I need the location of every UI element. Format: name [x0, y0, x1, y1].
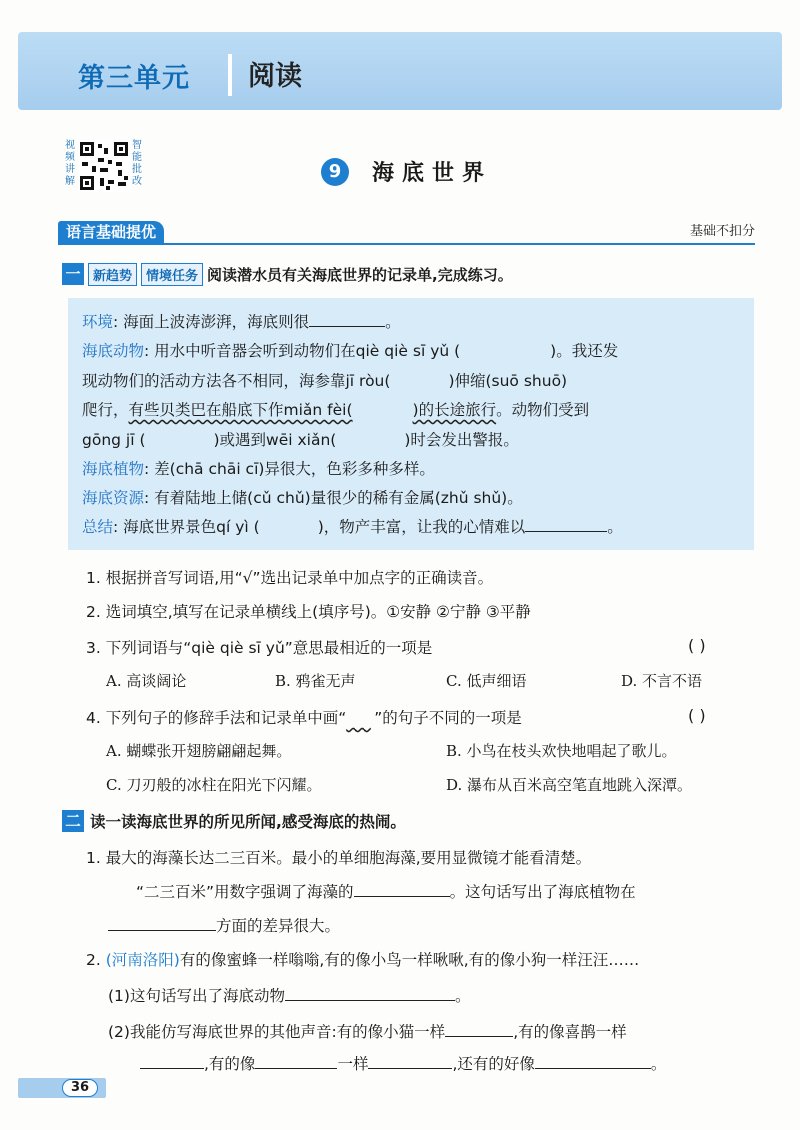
lesson-title: 海底世界 [372, 161, 493, 186]
wavy-underlined-sentence [129, 401, 497, 419]
question-group-heading [62, 262, 513, 286]
answer-blank[interactable] [285, 986, 455, 1001]
record-label: 海底动物 [82, 342, 145, 360]
qr-left-label: 视频讲解 [65, 140, 75, 187]
answer-paren[interactable]: ( ) [688, 706, 706, 725]
group-instruction: 阅读潜水员有关海底世界的记录单,完成练习。 [207, 265, 513, 284]
question-text: “二三百米”用数字强调了海藻的 [136, 883, 354, 901]
record-label: 环境 [82, 313, 114, 331]
record-line [82, 486, 523, 508]
question-line [108, 1020, 627, 1042]
question-4 [86, 706, 522, 728]
question-1: 1. 根据拼音写词语,用“√”选出记录单中加点字的正确读音。 [86, 569, 494, 587]
record-label: 海底植物 [82, 460, 145, 478]
option-a[interactable]: A. 蝴蝶张开翅膀翩翩起舞。 [106, 742, 292, 760]
question-text: 方面的差异很大。 [216, 917, 341, 935]
passage-2 [86, 948, 639, 970]
record-text: : 有着陆地上储(cǔ chǔ)量很少的稀有金属(zhǔ shǔ)。 [144, 489, 523, 507]
record-text: )时会发出警报。 [404, 431, 519, 449]
question-text: ”的句子不同的一项是 [374, 709, 522, 727]
qr-code-icon[interactable] [78, 140, 130, 192]
question-text: ,还有的好像 [452, 1055, 535, 1073]
record-text: 现动物们的活动方法各不相同，海参靠jī ròu( [82, 372, 391, 390]
option-a[interactable]: A. 高谈阔论 [106, 672, 187, 690]
question-text: ,有的像 [204, 1055, 256, 1073]
record-text: : 差(chā chāi cī)异很大，色彩多种多样。 [144, 460, 435, 478]
question-line [108, 914, 340, 936]
passage-1: 1. 最大的海藻长达二三百米。最小的单细胞海藻,要用显微镜才能看清楚。 [86, 849, 592, 867]
record-sheet [68, 298, 754, 550]
record-line [82, 369, 567, 391]
question-line [140, 1052, 666, 1074]
answer-blank[interactable] [445, 1022, 513, 1037]
record-text: )，物产丰富，让我的心情难以 [317, 518, 526, 536]
record-line [82, 339, 618, 361]
option-b[interactable]: B. 小鸟在枝头欢快地唱起了歌儿。 [446, 742, 677, 760]
question-text: 。这句话写出了海底植物在 [449, 883, 636, 901]
record-text: : 海面上波涛澎湃，海底则很 [113, 313, 310, 331]
record-text: gōng jī ( [82, 431, 146, 449]
question-line [136, 880, 636, 902]
record-line [82, 428, 519, 450]
question-text: 。 [650, 1055, 667, 1073]
question-3: 3. 下列词语与“qiè qiè sī yǔ”意思最相近的一项是 [86, 639, 433, 657]
trend-tag: 新趋势 [88, 263, 137, 286]
answer-paren[interactable]: ( ) [688, 636, 706, 655]
question-text: 一样 [337, 1055, 369, 1073]
question-2: 2. 选词填空,填写在记录单横线上(填序号)。①安静 ②宁静 ③平静 [86, 603, 531, 621]
question-number: 2. [86, 951, 101, 969]
answer-blank[interactable] [255, 1054, 337, 1069]
record-text: 爬行， [82, 401, 129, 419]
unit-label: 第三单元 [78, 63, 190, 94]
group-number: 一 [62, 263, 84, 285]
answer-blank[interactable] [108, 916, 216, 931]
answer-blank[interactable] [353, 401, 413, 419]
record-text: 。 [607, 518, 623, 536]
record-text: )的长途旅行 [412, 401, 497, 419]
record-text: )。我还发 [550, 342, 619, 360]
record-text: 。动物们受到 [496, 401, 590, 419]
option-b[interactable]: B. 鸦雀无声 [275, 672, 356, 690]
answer-blank[interactable] [368, 1054, 452, 1069]
record-label: 海底资源 [82, 489, 145, 507]
answer-blank[interactable] [140, 1054, 204, 1069]
region-tag: (河南洛阳) [105, 951, 180, 969]
answer-blank[interactable] [354, 882, 450, 897]
qr-right-label: 智能批改 [132, 140, 142, 187]
unit-topic: 阅读 [248, 61, 302, 92]
option-d[interactable]: D. 瀑布从百米高空笔直地跳入深潭。 [446, 776, 693, 794]
option-d[interactable]: D. 不言不语 [621, 672, 703, 690]
group-instruction: 读一读海底世界的所见所闻,感受海底的热闹。 [90, 813, 406, 831]
record-text: : 海底世界景色qí yì ( [113, 518, 260, 536]
record-text: : 用水中听音器会听到动物们在qiè qiè sī yǔ ( [144, 342, 461, 360]
group-number: 二 [62, 810, 84, 832]
option-c[interactable]: C. 低声细语 [446, 672, 527, 690]
question-line [108, 984, 470, 1006]
lesson-number-badge: 9 [321, 158, 349, 186]
answer-blank[interactable] [309, 312, 385, 327]
record-text: )伸缩(suō shuō) [448, 372, 568, 390]
record-line [82, 515, 623, 537]
question-text: 4. 下列句子的修辞手法和记录单中画“ [86, 709, 347, 727]
record-line [82, 398, 589, 420]
record-text: 有些贝类巴在船底下作miǎn fèi( [128, 401, 353, 419]
section-note: 基础不扣分 [689, 224, 755, 239]
question-group-heading [62, 810, 406, 832]
wavy-line-sample [346, 709, 374, 727]
record-label: 总结 [82, 518, 114, 536]
question-text: ,有的像喜鹊一样 [513, 1023, 627, 1041]
page-number: 36 [62, 1079, 98, 1097]
question-text: 。 [454, 987, 471, 1005]
task-tag: 情境任务 [141, 263, 203, 286]
record-line [82, 310, 401, 332]
section-tag: 语言基础提优 [58, 221, 164, 243]
answer-blank[interactable] [535, 1054, 651, 1069]
record-line [82, 457, 435, 479]
record-text: )或遇到wēi xiǎn( [213, 431, 337, 449]
answer-blank[interactable] [525, 517, 607, 532]
section-header [58, 221, 755, 245]
record-text: 。 [385, 313, 401, 331]
option-c[interactable]: C. 刀刃般的冰柱在阳光下闪耀。 [106, 776, 322, 794]
page-number-tab [18, 1078, 106, 1098]
banner-divider [228, 54, 232, 96]
passage-text: 有的像蜜蜂一样嗡嗡,有的像小鸟一样啾啾,有的像小狗一样汪汪…… [179, 951, 640, 969]
question-text: (2)我能仿写海底世界的其他声音:有的像小猫一样 [108, 1023, 446, 1041]
unit-banner [18, 32, 782, 110]
question-text: (1)这句话写出了海底动物 [108, 987, 285, 1005]
